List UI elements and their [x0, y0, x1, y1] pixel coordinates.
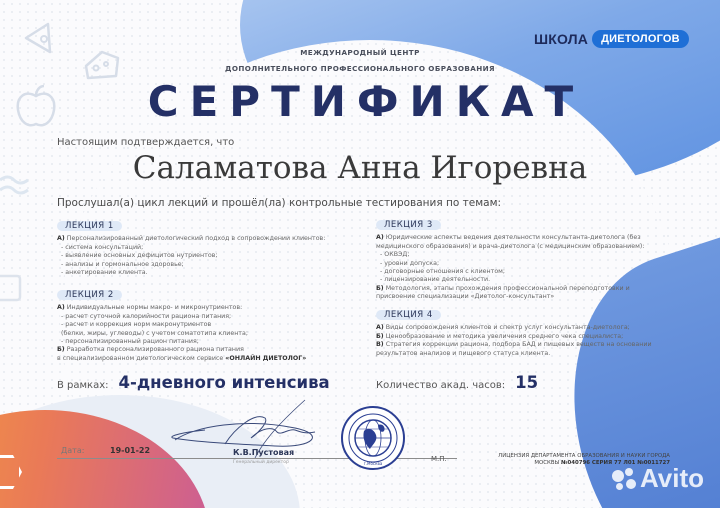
organization-line-2: ДОПОЛНИТЕЛЬНОГО ПРОФЕССИОНАЛЬНОГО ОБРАЗОВАНИЯ [225, 64, 495, 73]
lecture-line: (белки, жиры, углеводы) с учетом соматотипа клиента; [61, 329, 248, 337]
lecture-line: Б) Разработка персонализированного рациона питания [57, 346, 244, 354]
date-value: 19-01-22 [110, 446, 151, 455]
lecture-line: - расчет и коррекция норм макронутриентов [61, 321, 212, 329]
lecture-line: Б) Методология, этапы прохождения профессиональной переподготовки и [376, 284, 630, 292]
lecture-4 [376, 310, 676, 358]
lecture-line: А) Персонализированный диетологический подход в сопровождении клиентов: [57, 235, 326, 243]
lecture-line: А) Юридические аспекты ведения деятельности консультанта-диетолога (без [376, 234, 641, 242]
lecture-line: - система консультаций; [61, 243, 144, 251]
date-label: Дата: [61, 446, 85, 455]
confirmation-text: Настоящим подтверждается, что [57, 137, 235, 148]
hours-label: Количество акад. часов: [376, 380, 506, 391]
lecture-badge: ЛЕКЦИЯ 1 [57, 221, 122, 231]
lecture-line: Б) Ценообразование и методика увеличения среднего чека специалиста; [376, 332, 624, 340]
avito-logo-icon [612, 468, 638, 490]
license-info: ЛИЦЕНЗИЯ ДЕПАРТАМЕНТА ОБРАЗОВАНИЯ И НАУКИ ГОРОДА МОСКВЫ №040796 СЕРИЯ 77 Л01 №0011727 [498, 453, 670, 466]
lecture-line: - расчет суточной калорийности рациона питания; [61, 312, 232, 320]
lecture-line: - выявление основных дефицитов нутриентов; [61, 252, 218, 260]
lecture-2 [57, 290, 357, 363]
lecture-line: результатов анализов и пищевого статуса клиента. [376, 349, 551, 357]
program-format [57, 373, 330, 392]
official-stamp-icon [340, 405, 406, 471]
svg-text:г.Москва: г.Москва [363, 461, 383, 466]
logo-text-dietitians: ДИЕТОЛОГОВ [592, 30, 689, 48]
hours-value: 15 [515, 373, 539, 392]
lecture-line: присвоение специализации «Диетолог-консультант» [376, 293, 555, 301]
school-logo [534, 28, 689, 50]
lecture-line: - анализы и гормональное здоровье; [61, 260, 184, 268]
signer-role: Генеральный директор [233, 460, 289, 465]
academic-hours [376, 373, 538, 392]
avito-watermark [612, 463, 704, 494]
lecture-line: - лицензирование деятельности. [380, 276, 491, 284]
lecture-badge: ЛЕКЦИЯ 2 [57, 290, 122, 300]
recipient-name: Саламатова Анна Игоревна [132, 150, 588, 186]
lecture-1 [57, 221, 357, 277]
lecture-line: В) Стратегия коррекции рациона, подбора БАД и пищевых веществ на основании [376, 341, 652, 349]
format-label: В рамках: [57, 380, 109, 391]
stamp-mark: М.П. [431, 455, 447, 463]
organization-line-1: МЕЖДУНАРОДНЫЙ ЦЕНТР [300, 48, 420, 57]
certificate-title: СЕРТИФИКАТ [147, 77, 585, 126]
lecture-3 [376, 220, 676, 302]
lecture-line: - персонализированный рацион питания; [61, 338, 199, 346]
lecture-line: А) Индивидуальные нормы макро- и микронутриентов: [57, 304, 243, 312]
tag-icon [0, 270, 24, 306]
lecture-badge: ЛЕКЦИЯ 3 [376, 220, 441, 230]
watermark-text: Avito [640, 463, 705, 493]
format-value: 4-дневного интенсива [118, 373, 330, 392]
completion-statement: Прослушал(а) цикл лекций и прошёл(ла) контрольные тестирования по темам: [57, 197, 502, 209]
lecture-line: в специализированном диетологическом сервисе «ОНЛАЙН ДИЕТОЛОГ» [57, 354, 307, 362]
lecture-line: - анкетирование клиента. [61, 269, 148, 277]
lecture-badge: ЛЕКЦИЯ 4 [376, 310, 441, 320]
lecture-line: - договорные отношения с клиентом; [380, 268, 506, 276]
signer-name: К.В.Пустовая [233, 448, 295, 457]
lecture-line: - уровни допуска; [380, 259, 440, 267]
lecture-line: - ОКВЭД; [380, 251, 410, 259]
logo-text-school: ШКОЛА [534, 31, 589, 47]
lecture-line: А) Виды сопровождения клиентов и спектр услуг консультанта-диетолога; [376, 324, 630, 332]
lecture-line: медицинского образования) и врача-диетолога (с медицинским образованием): [376, 242, 645, 250]
